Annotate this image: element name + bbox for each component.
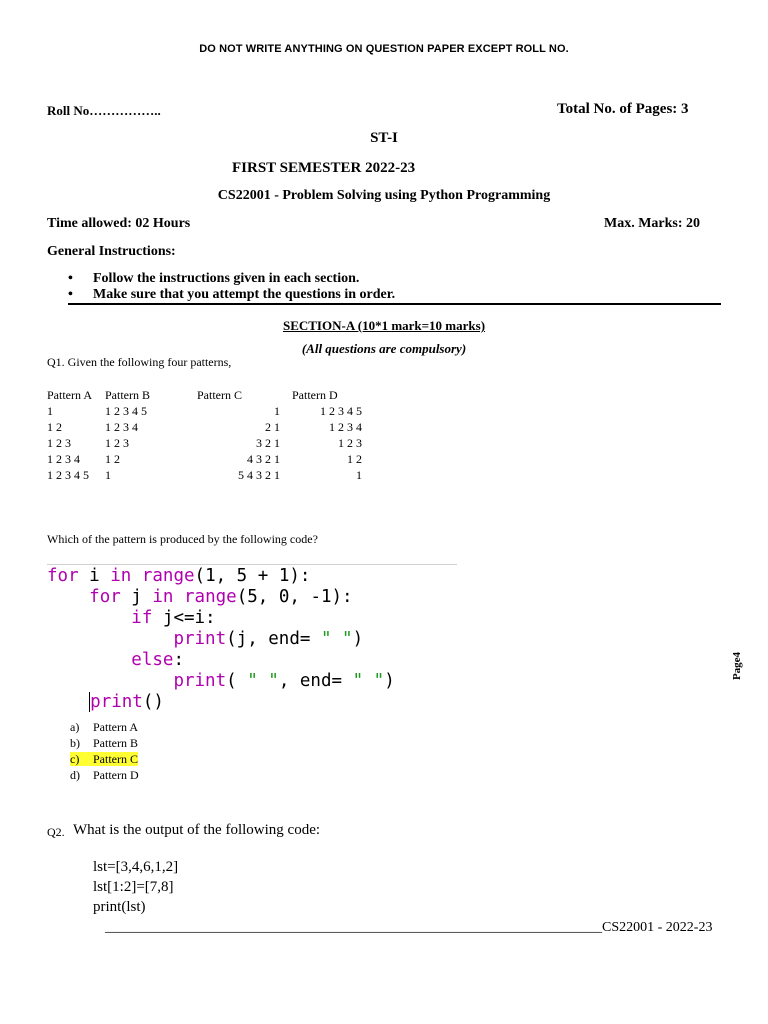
exam-title: ST-I [370,130,398,146]
footer-course-code: CS22001 - 2022-23 [602,920,713,935]
table-row: 1 2 3 4 5 1 5 4 3 2 1 1 [47,468,362,482]
bullet-icon: • [68,271,73,286]
instruction-item: • Follow the instructions given in each section. [68,271,360,286]
table-header-row [47,387,362,403]
code-block [47,566,395,713]
header-cell: Pattern B [105,388,150,402]
max-marks: Max. Marks: 20 [604,216,701,231]
text-cursor: print [90,692,143,712]
patterns-table [47,387,362,483]
question-2-text: What is the output of the following code: [73,822,321,838]
general-instructions-title: General Instructions: [47,244,176,259]
instructions-list [68,271,395,303]
question-2-number: Q2. [47,825,65,839]
roll-number-field: Roll No…………….. [47,103,161,118]
table-row: 1 2 1 2 3 4 2 1 1 2 3 4 [47,420,362,434]
code-line: print() [90,692,164,712]
code-line: print(lst) [93,899,146,915]
page-label: Page4 [731,651,744,681]
section-title: SECTION-A (10*1 mark=10 marks) [282,318,486,333]
code-line: lst[1:2]=[7,8] [93,879,174,895]
total-pages: Total No. of Pages: 3 [557,101,689,117]
bullet-icon: • [68,287,73,302]
code-line: for i in range(1, 5 + 1): [47,566,311,586]
table-row: 1 2 3 4 1 2 4 3 2 1 1 2 [47,452,362,466]
course-title: CS22001 - Problem Solving using Python Programming [217,188,551,203]
table-row: 1 2 3 1 2 3 3 2 1 1 2 3 [47,436,362,450]
option-b: b) Pattern B [70,736,138,750]
question-2-code [93,857,178,917]
table-row: 1 1 2 3 4 5 1 1 2 3 4 5 [47,404,362,418]
question-1-text: Which of the pattern is produced by the following code? [47,532,318,546]
code-line: print( " ", end= " ") [173,671,395,691]
header-cell: Pattern A [47,388,92,402]
option-c: c) Pattern C [70,752,138,766]
divider [68,303,721,305]
code-line: print(j, end= " ") [173,629,364,649]
code-line: if j<=i: [131,608,216,628]
code-line: for j in range(5, 0, -1): [89,587,353,607]
exam-notice: DO NOT WRITE ANYTHING ON QUESTION PAPER EXCEPT ROLL NO. [199,43,569,55]
code-line: else: [131,650,184,670]
answer-options [70,719,139,783]
option-a: a) Pattern A [70,720,138,734]
time-allowed: Time allowed: 02 Hours [47,216,191,231]
code-line: lst=[3,4,6,1,2] [93,859,179,875]
header-cell: Pattern C [197,388,242,402]
header-cell: Pattern D [292,388,338,402]
section-subtitle: (All questions are compulsory) [301,341,467,356]
question-1-prompt: Q1. Given the following four patterns, [47,355,232,369]
instruction-item: • Make sure that you attempt the questions in order. [68,287,396,302]
page-footer: _______________________________________________________________________CS22001 - 2022-23 [105,920,713,935]
option-d: d) Pattern D [70,768,139,782]
semester-title: FIRST SEMESTER 2022-23 [232,160,416,176]
code-frame-border [47,564,457,565]
